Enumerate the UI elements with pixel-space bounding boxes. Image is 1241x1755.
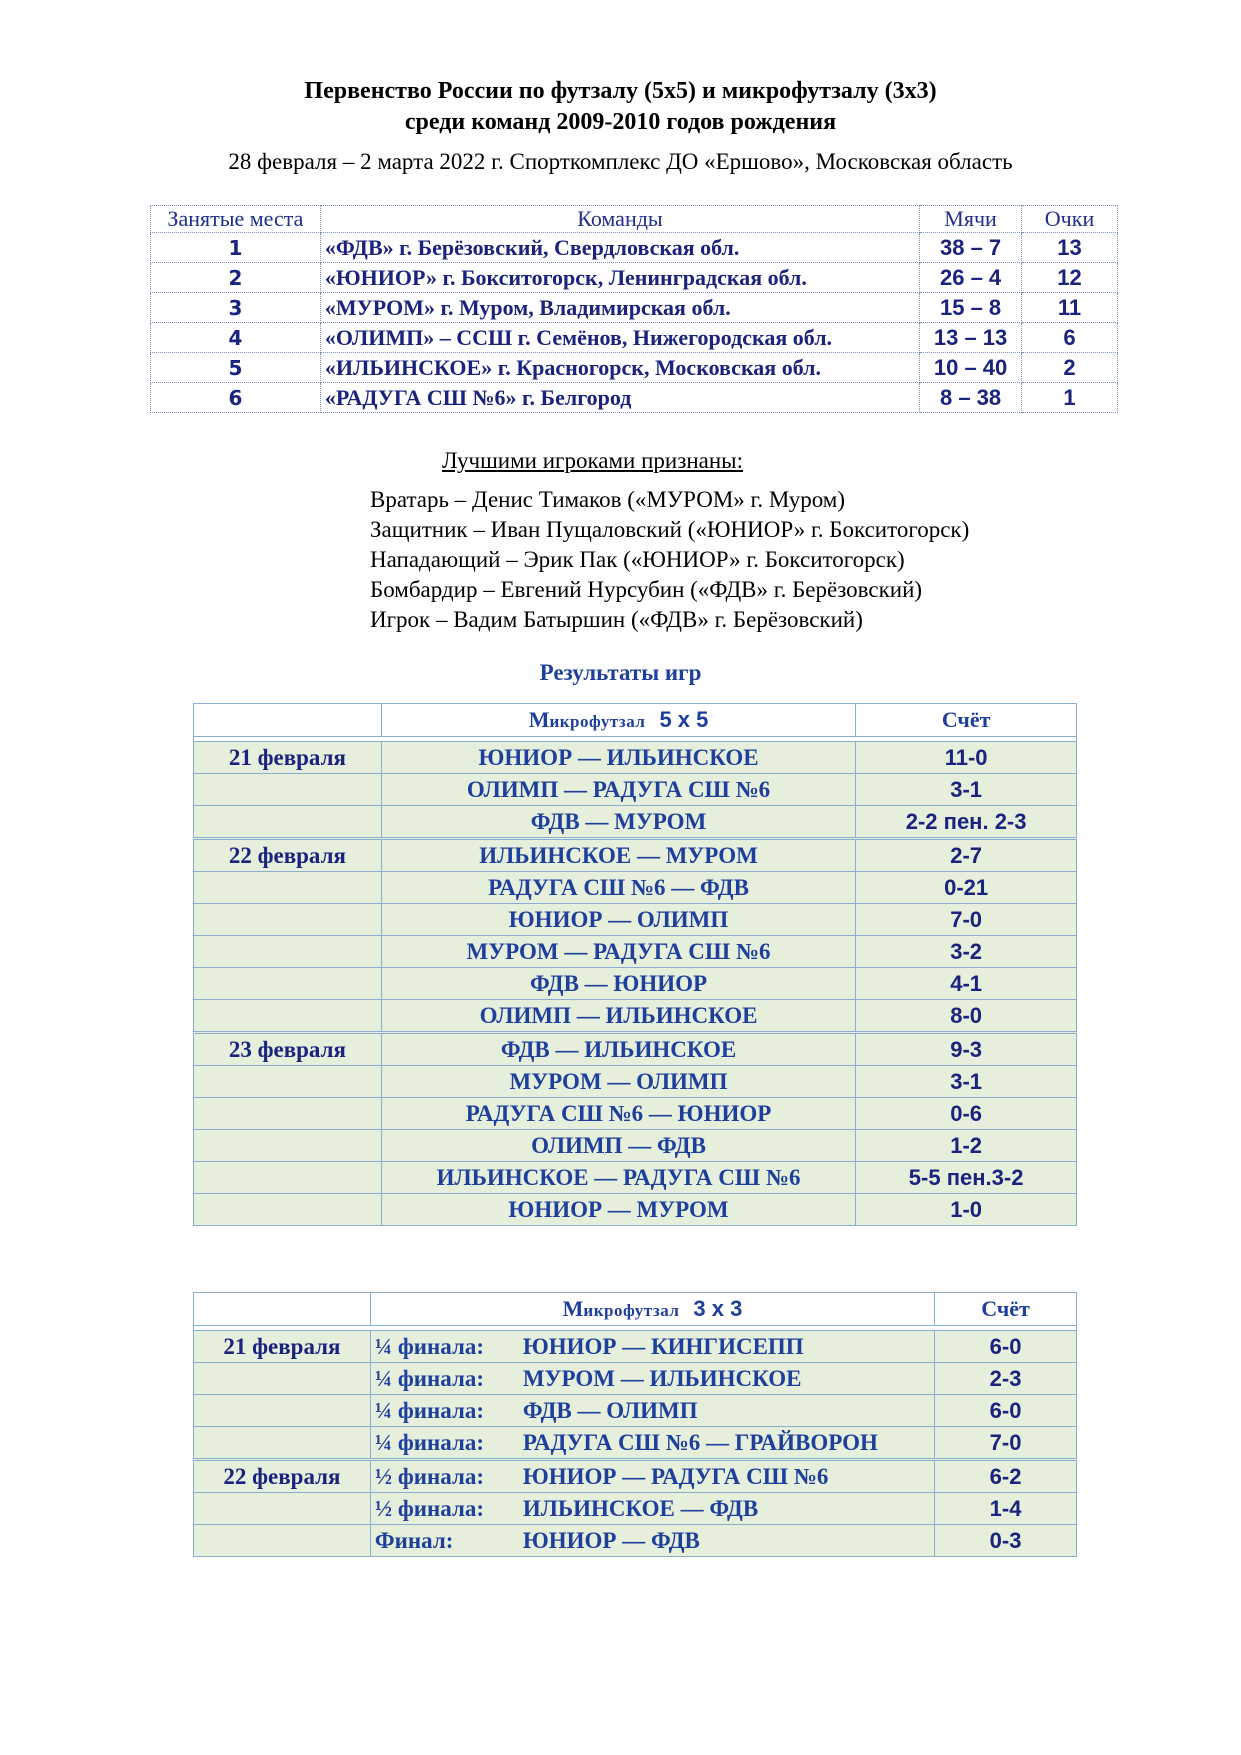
date-cell [194, 806, 382, 839]
date-cell [194, 774, 382, 806]
score-cell: 4-1 [856, 968, 1077, 1000]
score-cell: 3-1 [856, 1066, 1077, 1098]
match-cell: ФДВ — ЮНИОР [381, 968, 855, 1000]
goals-cell: 15 – 8 [920, 293, 1022, 323]
date-cell [194, 936, 382, 968]
date-cell [194, 1066, 382, 1098]
stage-label: Финал: [374, 1527, 454, 1553]
goals-cell: 38 – 7 [920, 233, 1022, 263]
match-teams: ИЛЬИНСКОЕ — ФДВ [522, 1495, 759, 1521]
team-cell: «РАДУГА СШ №6» г. Белгород [320, 383, 919, 413]
match-cell: ИЛЬИНСКОЕ — МУРОМ [381, 839, 855, 872]
date-cell [194, 872, 382, 904]
score-cell: 3-1 [856, 774, 1077, 806]
best-player-item: Нападающий – Эрик Пак («ЮНИОР» г. Бокситогорск) [370, 547, 905, 572]
stage-label: ½ финала: [374, 1495, 485, 1521]
match-cell [370, 1460, 934, 1493]
table-row [194, 742, 1077, 774]
date-cell: 22 февраля [194, 1460, 371, 1493]
team-cell: «МУРОМ» г. Муром, Владимирская обл. [320, 293, 919, 323]
match-cell: РАДУГА СШ №6 — ЮНИОР [381, 1098, 855, 1130]
col-goals: Мячи [920, 206, 1022, 233]
match-teams: ЮНИОР — КИНГИСЕПП [522, 1333, 804, 1359]
best-player-item: Бомбардир – Евгений Нурсубин («ФДВ» г. Берёзовский) [370, 577, 923, 602]
match-cell: МУРОМ — РАДУГА СШ №6 [381, 936, 855, 968]
results-table-5x5 [193, 703, 1077, 1226]
date-cell [194, 1162, 382, 1194]
match-teams: ЮНИОР — РАДУГА СШ №6 [522, 1463, 829, 1489]
match-teams: ФДВ — ОЛИМП [522, 1397, 698, 1423]
match-cell [370, 1427, 934, 1460]
points-cell: 2 [1022, 353, 1118, 383]
date-cell: 22 февраля [194, 839, 382, 872]
score-cell: 6-0 [935, 1331, 1077, 1363]
table-row [194, 1130, 1077, 1162]
place-cell: 1 [151, 233, 321, 263]
date-cell: 21 февраля [194, 742, 382, 774]
col-points: Очки [1022, 206, 1118, 233]
score-cell: 11-0 [856, 742, 1077, 774]
date-cell [194, 1000, 382, 1033]
score-cell: 0-6 [856, 1098, 1077, 1130]
place-cell: 4 [151, 323, 321, 353]
standings-row [151, 353, 1118, 383]
match-cell [370, 1395, 934, 1427]
best-player-item: Вратарь – Денис Тимаков («МУРОМ» г. Муром) [370, 487, 846, 512]
best-player-item: Игрок – Вадим Батыршин («ФДВ» г. Берёзовский) [370, 607, 863, 632]
date-cell [194, 1098, 382, 1130]
points-cell: 11 [1022, 293, 1118, 323]
match-cell: ФДВ — ИЛЬИНСКОЕ [381, 1033, 855, 1066]
table-row [194, 872, 1077, 904]
score-cell: 0-3 [935, 1525, 1077, 1557]
match-cell: ЮНИОР — МУРОМ [381, 1194, 855, 1226]
date-cell: 23 февраля [194, 1033, 382, 1066]
score-cell: 7-0 [856, 904, 1077, 936]
stage-label: ½ финала: [374, 1463, 485, 1489]
table-row [194, 1427, 1077, 1460]
team-cell: «ОЛИМП» – ССШ г. Семёнов, Нижегородская обл. [320, 323, 919, 353]
score-cell: 0-21 [856, 872, 1077, 904]
best-players-list [370, 485, 969, 635]
results-title: Результаты игр [539, 660, 702, 685]
date-cell [194, 1130, 382, 1162]
subtitle: 28 февраля – 2 марта 2022 г. Спорткомплекс ДО «Ершово», Московская область [228, 149, 1013, 174]
score-cell: 9-3 [856, 1033, 1077, 1066]
score-cell: 6-0 [935, 1395, 1077, 1427]
points-cell: 1 [1022, 383, 1118, 413]
score-cell: 2-7 [856, 839, 1077, 872]
best-players-title: Лучшими игроками признаны: [442, 448, 743, 473]
table-row [194, 968, 1077, 1000]
table-row [194, 1460, 1077, 1493]
table-row [194, 1033, 1077, 1066]
table-row [194, 1000, 1077, 1033]
table-row [194, 1525, 1077, 1557]
match-cell: МУРОМ — ОЛИМП [381, 1066, 855, 1098]
points-cell: 6 [1022, 323, 1118, 353]
standings-table [150, 205, 1118, 413]
table-row [194, 1331, 1077, 1363]
place-cell: 3 [151, 293, 321, 323]
match-cell: ИЛЬИНСКОЕ — РАДУГА СШ №6 [381, 1162, 855, 1194]
score-cell: 1-2 [856, 1130, 1077, 1162]
standings-row [151, 293, 1118, 323]
date-cell [194, 1395, 371, 1427]
goals-cell: 8 – 38 [920, 383, 1022, 413]
match-cell [370, 1363, 934, 1395]
standings-header [151, 206, 1118, 233]
date-cell [194, 1525, 371, 1557]
points-cell: 13 [1022, 233, 1118, 263]
place-cell: 6 [151, 383, 321, 413]
match-teams: МУРОМ — ИЛЬИНСКОЕ [522, 1365, 802, 1391]
match-cell: РАДУГА СШ №6 — ФДВ [381, 872, 855, 904]
date-cell [194, 968, 382, 1000]
table3-title: Микрофутзал 3 х 3 [370, 1293, 934, 1326]
date-cell [194, 904, 382, 936]
match-cell: ОЛИМП — ФДВ [381, 1130, 855, 1162]
place-cell: 5 [151, 353, 321, 383]
table5-score-header: Счёт [856, 704, 1077, 737]
results-table-3x3 [193, 1292, 1077, 1557]
table-row [194, 1162, 1077, 1194]
team-cell: «ФДВ» г. Берёзовский, Свердловская обл. [320, 233, 919, 263]
date-cell [194, 1194, 382, 1226]
match-cell: ЮНИОР — ИЛЬИНСКОЕ [381, 742, 855, 774]
score-cell: 5-5 пен.3-2 [856, 1162, 1077, 1194]
col-team: Команды [320, 206, 919, 233]
match-teams: ЮНИОР — ФДВ [522, 1527, 700, 1553]
score-cell: 1-4 [935, 1493, 1077, 1525]
date-cell: 21 февраля [194, 1331, 371, 1363]
place-cell: 2 [151, 263, 321, 293]
score-cell: 7-0 [935, 1427, 1077, 1460]
table-row [194, 1066, 1077, 1098]
score-cell: 2-2 пен. 2-3 [856, 806, 1077, 839]
score-cell: 6-2 [935, 1460, 1077, 1493]
col-place: Занятые места [151, 206, 321, 233]
date-cell [194, 1363, 371, 1395]
match-cell [370, 1493, 934, 1525]
standings-row [151, 383, 1118, 413]
match-cell: ОЛИМП — РАДУГА СШ №6 [381, 774, 855, 806]
goals-cell: 13 – 13 [920, 323, 1022, 353]
team-cell: «ИЛЬИНСКОЕ» г. Красногорск, Московская обл. [320, 353, 919, 383]
match-teams: РАДУГА СШ №6 — ГРАЙВОРОН [522, 1429, 878, 1455]
score-cell: 3-2 [856, 936, 1077, 968]
table-row [194, 936, 1077, 968]
team-cell: «ЮНИОР» г. Бокситогорск, Ленинградская обл. [320, 263, 919, 293]
table3-header [194, 1293, 1077, 1326]
stage-label: ¼ финала: [374, 1397, 485, 1423]
score-cell: 1-0 [856, 1194, 1077, 1226]
stage-label: ¼ финала: [374, 1365, 485, 1391]
score-cell: 8-0 [856, 1000, 1077, 1033]
standings-row [151, 323, 1118, 353]
match-cell: ФДВ — МУРОМ [381, 806, 855, 839]
title-line-1: Первенство России по футзалу (5х5) и микрофутзалу (3х3) [304, 78, 937, 104]
goals-cell: 10 – 40 [920, 353, 1022, 383]
match-cell: ОЛИМП — ИЛЬИНСКОЕ [381, 1000, 855, 1033]
match-cell [370, 1525, 934, 1557]
table5-header [194, 704, 1077, 737]
table-row [194, 1098, 1077, 1130]
match-cell: ЮНИОР — ОЛИМП [381, 904, 855, 936]
table-row [194, 1194, 1077, 1226]
table-row [194, 1395, 1077, 1427]
date-cell [194, 1493, 371, 1525]
score-cell: 2-3 [935, 1363, 1077, 1395]
stage-label: ¼ финала: [374, 1333, 485, 1359]
date-cell [194, 1427, 371, 1460]
standings-row [151, 233, 1118, 263]
stage-label: ¼ финала: [374, 1429, 485, 1455]
table5-title: Микрофутзал 5 х 5 [381, 704, 855, 737]
table-row [194, 839, 1077, 872]
table-row [194, 774, 1077, 806]
table-row [194, 904, 1077, 936]
table-row [194, 1493, 1077, 1525]
table-row [194, 806, 1077, 839]
goals-cell: 26 – 4 [920, 263, 1022, 293]
best-player-item: Защитник – Иван Пущаловский («ЮНИОР» г. Бокситогорск) [370, 517, 970, 542]
table-row [194, 1363, 1077, 1395]
points-cell: 12 [1022, 263, 1118, 293]
standings-row [151, 263, 1118, 293]
title-line-2: среди команд 2009-2010 годов рождения [404, 109, 837, 135]
table3-score-header: Счёт [935, 1293, 1077, 1326]
match-cell [370, 1331, 934, 1363]
